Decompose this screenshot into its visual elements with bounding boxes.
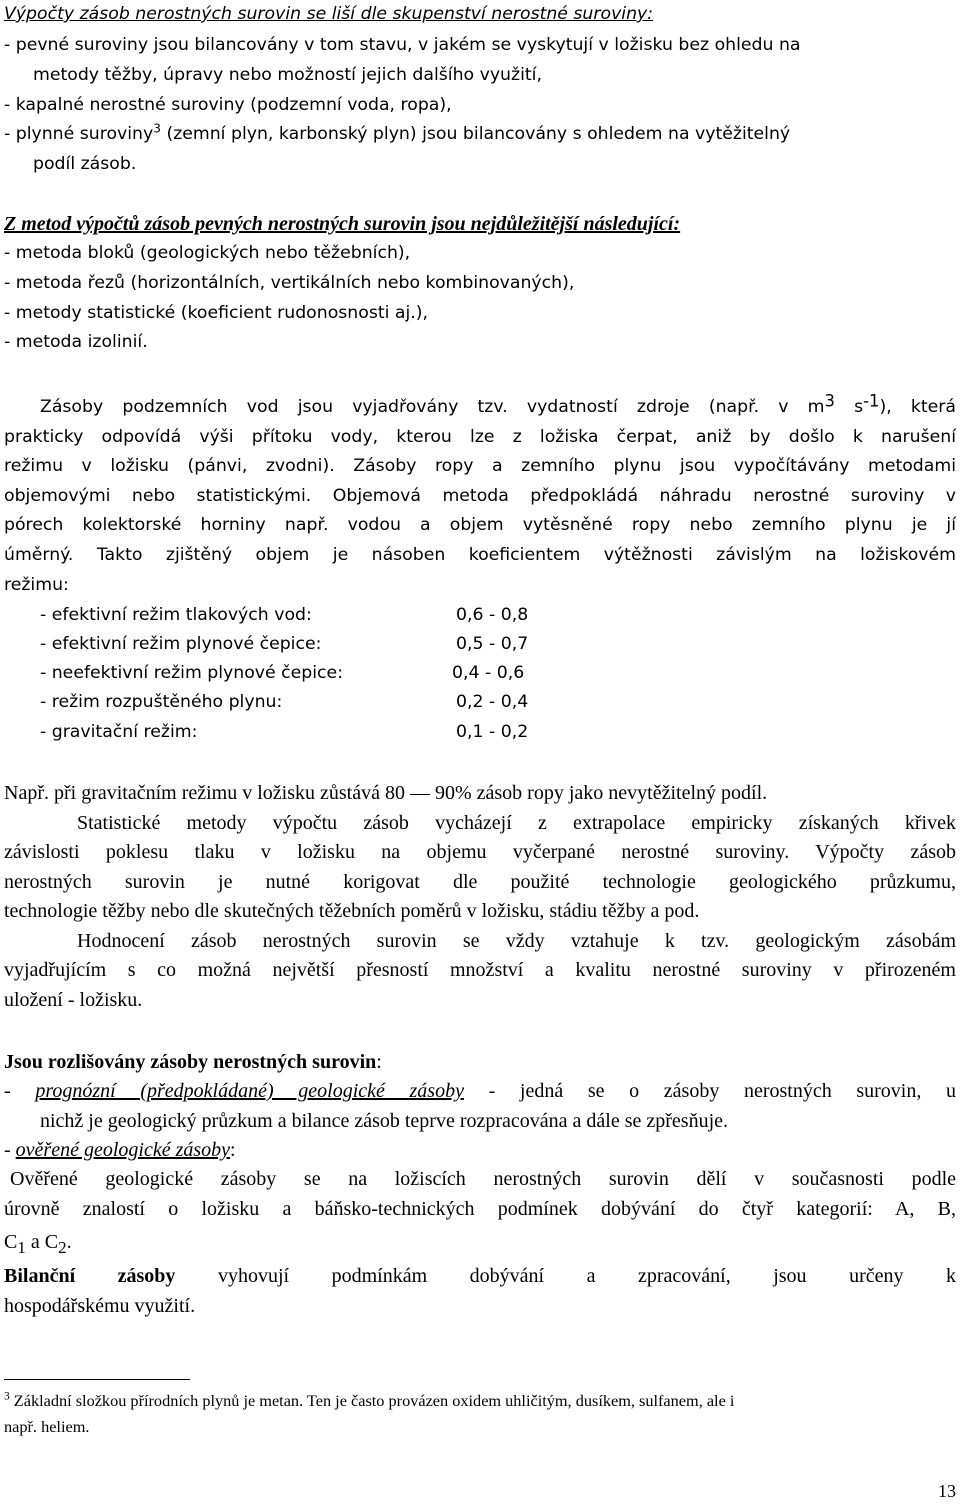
regime-value: 0,5 - 0,7	[456, 634, 529, 654]
list-item: - metoda řezů (horizontálních, vertikálních nebo kombinovaných),	[4, 273, 575, 293]
list-item: - kapalné nerostné suroviny (podzemní voda, ropa),	[4, 95, 452, 115]
term: ověřené geologické zásoby	[15, 1139, 231, 1161]
paragraph-line: Např. při gravitačním režimu v ložisku zůstává 80 — 90% zásob ropy jako nevytěžitelný podíl.	[4, 782, 768, 804]
heading-colon: :	[376, 1051, 382, 1073]
footnote-mark: 3	[4, 1390, 10, 1403]
paragraph-line: závislosti poklesu tlaku v ložisku na objemu vyčerpané nerostné suroviny. Výpočty zásob	[4, 841, 956, 863]
gas-text-a: - plynné suroviny	[4, 124, 154, 144]
section5-heading	[4, 1050, 960, 1074]
paragraph-line: režimu v ložisku (pánvi, zvodni). Zásoby ropy a zemního plynu jsou vypočítávány metodami	[4, 456, 956, 476]
paragraph-line: technologie těžby nebo dle skutečných těžebních poměrů v ložisku, stádiu těžby a pod.	[4, 900, 700, 922]
text: s	[834, 397, 864, 417]
text: C	[4, 1231, 18, 1253]
regime-value: 0,1 - 0,2	[456, 722, 529, 742]
gas-text-b: (zemní plyn, karbonský plyn) jsou bilancovány s ohledem na vytěžitelný	[160, 124, 791, 144]
regime-value: 0,4 - 0,6	[452, 663, 525, 683]
regime-label: - efektivní režim plynové čepice:	[40, 634, 322, 654]
regime-label: - režim rozpuštěného plynu:	[40, 692, 283, 712]
section1-heading: Výpočty zásob nerostných surovin se liší dle skupenství nerostné suroviny:	[4, 4, 654, 24]
paragraph-line: úrovně znalostí o ložisku a báňsko-technických podmínek dobývání do čtyř kategorií: A, B,	[4, 1198, 956, 1220]
paragraph-line: objemovými nebo statistickými. Objemová metoda předpokládá náhradu nerostné suroviny v	[4, 486, 956, 506]
paragraph-line: nerostných surovin je nutné korigovat dle použité technologie geologického průzkumu,	[4, 871, 956, 893]
paragraph-line: pórech kolektorské horniny např. vodou a objem vytěsněné ropy nebo zemního plynu je jí	[4, 515, 956, 535]
superscript: -1	[863, 391, 880, 411]
paragraph-line: vyjadřujícím s co možná největší přesností množství a kvalitu nerostné suroviny v přirozeném	[4, 959, 956, 981]
heading-text: Jsou rozlišovány zásoby nerostných surovin	[4, 1051, 377, 1073]
text: a C	[25, 1231, 59, 1253]
dash: -	[4, 1139, 16, 1161]
list-item: - metody statistické (koeficient rudonosnosti aj.),	[4, 303, 429, 323]
paragraph-line: hospodářskému využití.	[4, 1295, 196, 1317]
regime-row	[40, 661, 960, 685]
subscript: 2	[58, 1238, 67, 1258]
paragraph-line	[4, 1230, 960, 1258]
regime-row	[40, 603, 960, 627]
regime-row	[40, 690, 960, 714]
paragraph-line: Statistické metody výpočtu zásob vycházejí z extrapolace empiricky získaných křivek	[77, 812, 956, 834]
footnote-ref: 3	[153, 121, 161, 136]
dash: -	[4, 1080, 36, 1102]
term: prognózní (předpokládané) geologické zásoby	[35, 1080, 464, 1102]
term: Bilanční zásoby	[4, 1265, 176, 1287]
list-item: podíl zásob.	[33, 154, 137, 174]
paragraph-line: režimu:	[4, 575, 69, 595]
paragraph-line: prakticky odpovídá výši přítoku vody, kterou lze z ložiska čerpat, aniž by došlo k narušení	[4, 427, 956, 447]
paragraph-line: Ověřené geologické zásoby se na ložiscích nerostných surovin dělí v současnosti podle	[10, 1168, 956, 1190]
list-item: nichž je geologický průzkum a bilance zásob teprve rozpracována a dále se zpřesňuje.	[40, 1110, 729, 1132]
paragraph-line: uložení - ložisku.	[4, 989, 143, 1011]
superscript: 3	[824, 391, 835, 411]
paragraph-line	[4, 1264, 956, 1288]
page-number: 13	[938, 1481, 956, 1501]
regime-label: - efektivní režim tlakových vod:	[40, 605, 312, 625]
list-item: metody těžby, úpravy nebo možností jejich dalšího využití,	[33, 65, 542, 85]
text: - jedná se o zásoby nerostných surovin, u	[463, 1080, 956, 1102]
paragraph-line: úměrný. Takto zjištěný objem je násoben koeficientem výtěžnosti závislým na ložiskovém	[4, 545, 956, 565]
list-item	[4, 1138, 960, 1162]
footnote-continuation: např. heliem.	[4, 1417, 90, 1436]
text: ), která	[879, 397, 956, 417]
section2-heading: Z metod výpočtů zásob pevných nerostných surovin jsou nejdůležitější následující:	[4, 213, 681, 235]
footnote-text: Základní složkou přírodních plynů je metan. Ten je často provázen oxidem uhličitým, dusíkem, sulfanem, ale i	[9, 1391, 735, 1410]
regime-value: 0,6 - 0,8	[456, 605, 529, 625]
colon: :	[230, 1139, 236, 1161]
list-item: - metoda bloků (geologických nebo těžebních),	[4, 243, 411, 263]
list-item	[4, 122, 960, 146]
list-item: - pevné suroviny jsou bilancovány v tom stavu, v jakém se vyskytují v ložisku bez ohledu na	[4, 35, 801, 55]
text: Zásoby podzemních vod jsou vyjadřovány tzv. vydatností zdroje (např. v m	[40, 397, 825, 417]
regime-label: - neefektivní režim plynové čepice:	[40, 663, 344, 683]
regime-row	[40, 632, 960, 656]
text: .	[66, 1231, 72, 1253]
paragraph-line: Hodnocení zásob nerostných surovin se vždy vztahuje k tzv. geologickým zásobám	[77, 930, 956, 952]
paragraph-line	[40, 391, 956, 419]
list-item	[4, 1079, 956, 1103]
footnote-divider	[4, 1379, 190, 1380]
regime-value: 0,2 - 0,4	[456, 692, 529, 712]
regime-label: - gravitační režim:	[40, 722, 198, 742]
subscript: 1	[17, 1238, 26, 1258]
footnote	[4, 1391, 960, 1411]
text: vyhovují podmínkám dobývání a zpracování, jsou určeny k	[175, 1265, 956, 1287]
list-item: - metoda izolinií.	[4, 332, 148, 352]
regime-row	[40, 720, 960, 744]
